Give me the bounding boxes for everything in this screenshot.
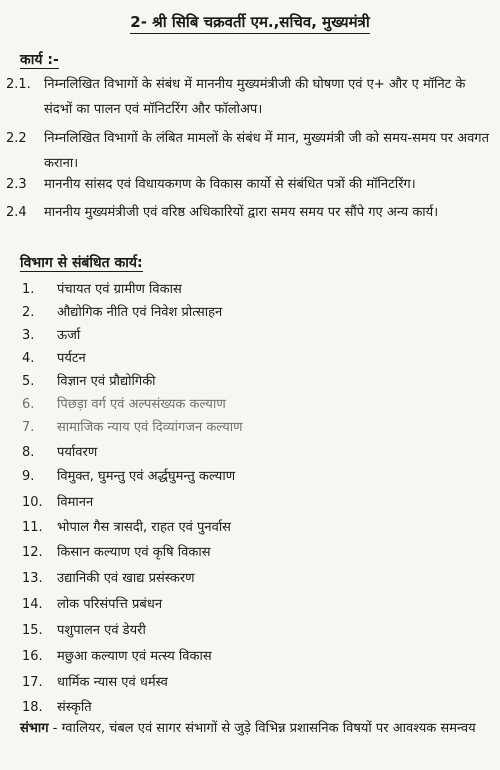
duty-number: 2.4 xyxy=(6,205,27,220)
department-number: 6. xyxy=(22,397,35,412)
department-name: पर्यटन xyxy=(57,351,86,366)
department-number: 4. xyxy=(22,351,35,366)
duty-number: 2.3 xyxy=(6,177,27,192)
department-name: विमानन xyxy=(57,495,94,510)
department-number: 3. xyxy=(22,328,35,343)
department-number: 8. xyxy=(22,445,35,460)
duty-text: निम्नलिखित विभागों के लंबित मामलों के संबंध में मान, मुख्यमंत्री जी को समय-समय पर अवगत कराना। xyxy=(44,131,490,171)
department-item xyxy=(22,347,482,371)
department-number: 18. xyxy=(22,700,43,715)
department-item xyxy=(22,671,482,695)
department-number: 7. xyxy=(22,420,35,435)
department-number: 2. xyxy=(22,305,35,320)
karya-heading xyxy=(20,50,59,69)
duty-item xyxy=(6,126,494,176)
department-name: धार्मिक न्यास एवं धर्मस्व xyxy=(57,675,168,690)
department-name: पशुपालन एवं डेयरी xyxy=(57,623,146,638)
department-item xyxy=(22,619,482,643)
department-item xyxy=(22,370,482,394)
department-number: 14. xyxy=(22,597,43,612)
sambhag-label: संभाग xyxy=(20,721,49,736)
sambhag-paragraph xyxy=(20,716,480,741)
department-number: 5. xyxy=(22,374,35,389)
department-number: 15. xyxy=(22,623,43,638)
department-number: 13. xyxy=(22,571,43,586)
department-item xyxy=(22,593,482,617)
karya-heading-text: कार्य :- xyxy=(20,52,59,68)
department-name: विज्ञान एवं प्रौद्योगिकी xyxy=(57,374,156,389)
department-item xyxy=(22,541,482,565)
department-name: भोपाल गैस त्रासदी, राहत एवं पुनर्वास xyxy=(57,520,231,535)
department-name: मछुआ कल्याण एवं मत्स्य विकास xyxy=(57,649,212,664)
department-name: लोक परिसंपत्ति प्रबंधन xyxy=(57,597,163,612)
department-item xyxy=(22,441,482,465)
department-name: किसान कल्याण एवं कृषि विकास xyxy=(57,545,211,560)
department-number: 11. xyxy=(22,520,43,535)
duty-item xyxy=(6,72,494,122)
department-name: ऊर्जा xyxy=(57,328,81,343)
duty-text: निम्नलिखित विभागों के संबंध में माननीय मुख्यमंत्रीजी की घोषणा एवं ए+ और ए मॉनिट के संदभों का पालन एवं मॉनिटरिंग और फॉलोअप। xyxy=(44,77,466,117)
department-name: संस्कृति xyxy=(57,700,92,715)
duty-number: 2.2 xyxy=(6,131,27,146)
department-name: पर्यावरण xyxy=(57,445,98,460)
department-number: 17. xyxy=(22,675,43,690)
department-name: पिछड़ा वर्ग एवं अल्पसंख्यक कल्याण xyxy=(57,397,226,412)
page-title xyxy=(0,12,500,32)
duty-item xyxy=(6,200,494,225)
department-name: विमुक्त, घुमन्तु एवं अर्द्धघुमन्तु कल्याण xyxy=(57,469,236,484)
department-item xyxy=(22,465,482,489)
vibhag-heading xyxy=(20,253,143,272)
department-name: औद्योगिक नीति एवं निवेश प्रोत्साहन xyxy=(57,305,223,320)
duty-item xyxy=(6,172,494,197)
department-item xyxy=(22,416,482,440)
department-item xyxy=(22,567,482,591)
department-item xyxy=(22,278,482,302)
department-number: 16. xyxy=(22,649,43,664)
department-item xyxy=(22,393,482,417)
department-name: उद्यानिकी एवं खाद्य प्रसंस्करण xyxy=(57,571,195,586)
department-item xyxy=(22,516,482,540)
duty-number: 2.1. xyxy=(6,77,31,92)
department-name: पंचायत एवं ग्रामीण विकास xyxy=(57,282,182,297)
department-number: 10. xyxy=(22,495,43,510)
department-item xyxy=(22,324,482,348)
department-number: 9. xyxy=(22,469,35,484)
vibhag-heading-text: विभाग से संबंधित कार्य: xyxy=(20,255,143,271)
page-title-text: 2- श्री सिबि चक्रवर्ती एम.,सचिव, मुख्यमंत्री xyxy=(130,13,369,34)
department-item xyxy=(22,491,482,515)
department-name: सामाजिक न्याय एवं दिव्यांगजन कल्याण xyxy=(57,420,243,435)
department-item xyxy=(22,645,482,669)
department-number: 1. xyxy=(22,282,35,297)
department-number: 12. xyxy=(22,545,43,560)
sambhag-text: - ग्वालियर, चंबल एवं सागर संभागों से जुड़े विभिन्न प्रशासनिक विषयों पर आवश्यक समन्वय xyxy=(48,721,476,736)
duty-text: माननीय सांसद एवं विधायकगण के विकास कार्यो से संबंधित पत्रों की मॉनिटरिंग। xyxy=(44,177,416,192)
duty-text: माननीय मुख्यमंत्रीजी एवं वरिष्ठ अधिकारियों द्वारा समय समय पर सौंपे गए अन्य कार्य। xyxy=(44,205,439,220)
department-item xyxy=(22,301,482,325)
